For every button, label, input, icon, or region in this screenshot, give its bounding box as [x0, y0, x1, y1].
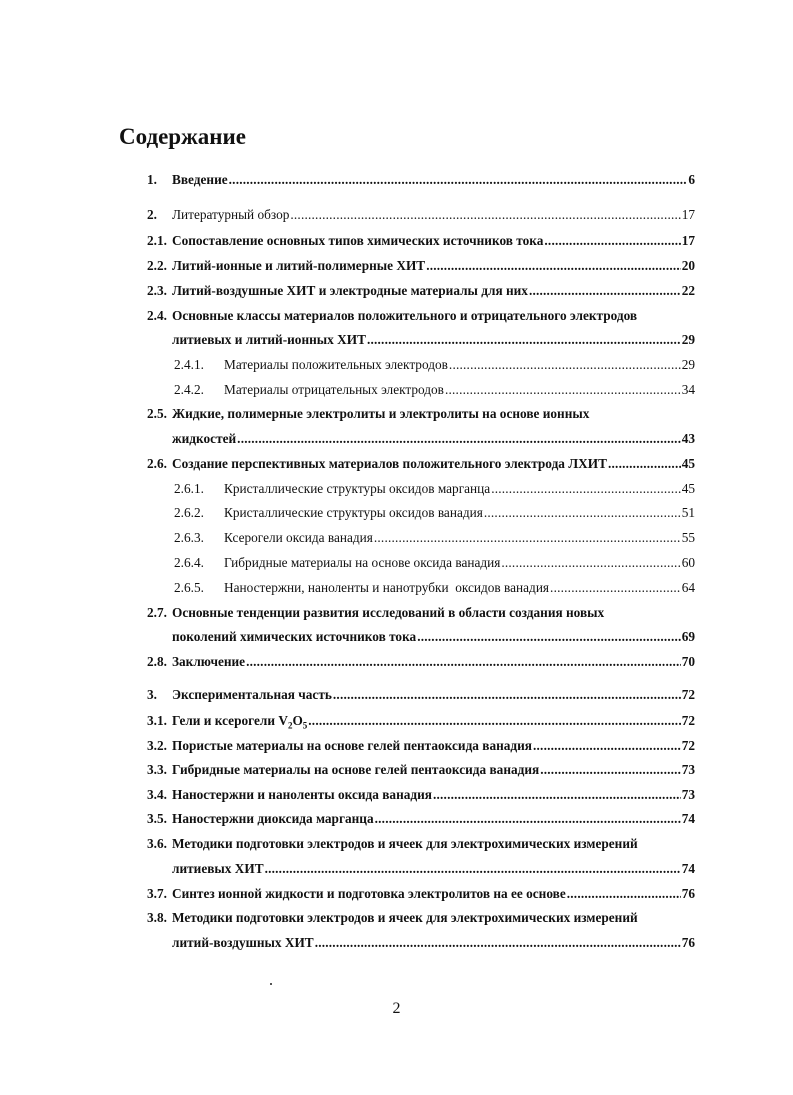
toc-entry-2-1[interactable] [147, 233, 695, 249]
toc-entry-2-6-1[interactable] [174, 481, 695, 497]
toc-title: Гели и ксерогели $V_2O_5$ [172, 713, 308, 731]
toc-number: 2.7. [147, 605, 167, 620]
toc-entry-2-7[interactable] [172, 629, 695, 645]
toc-title: Литий-воздушные ХИТ и электродные материалы для них [172, 283, 528, 298]
toc-page: 17 [681, 233, 695, 248]
toc-page: 70 [681, 654, 695, 669]
toc-entry-3-6[interactable] [172, 861, 695, 877]
toc-title-continued: жидкостей [172, 431, 237, 446]
toc-leader [290, 207, 680, 223]
toc-page: 74 [681, 811, 695, 826]
toc-page: 73 [681, 762, 695, 777]
toc-leader [501, 555, 680, 571]
toc-number: 2.4.1. [174, 357, 204, 372]
scan-speck [270, 983, 272, 985]
toc-title: Сопоставление основных типов химических источников тока [172, 233, 544, 248]
toc-leader [550, 580, 681, 596]
toc-number: 1. [147, 172, 157, 187]
toc-leader [608, 456, 681, 472]
toc-leader [417, 629, 681, 645]
toc-number: 3.8. [147, 910, 167, 925]
toc-title-continued: поколений химических источников тока [172, 629, 417, 644]
toc-leader [433, 787, 681, 803]
toc-leader [567, 886, 681, 902]
page-number: 2 [392, 1000, 401, 1017]
toc-page: 45 [681, 481, 695, 496]
toc-title: Введение [172, 172, 228, 187]
toc-page: 6 [688, 172, 695, 187]
toc-number: 2. [147, 207, 157, 222]
toc-leader [426, 258, 681, 274]
toc-title: Наностержни диоксида марганца [172, 811, 374, 826]
toc-leader [540, 762, 680, 778]
toc-entry-2-6[interactable] [147, 456, 695, 472]
toc-number: 3.7. [147, 886, 167, 901]
toc-leader [237, 431, 681, 447]
toc-entry-2-2[interactable] [147, 258, 695, 274]
toc-title-continued: литий-воздушных ХИТ [172, 935, 314, 950]
toc-entry-2-6-2[interactable] [174, 505, 695, 521]
page-title: Содержание [119, 124, 246, 149]
toc-page: 72 [681, 687, 695, 702]
toc-entry-3-4[interactable] [147, 787, 695, 803]
toc-page: 29 [681, 357, 695, 372]
toc-number: 3.6. [147, 836, 167, 851]
toc-title: Синтез ионной жидкости и подготовка электролитов на ее основе [172, 886, 566, 901]
toc-title: Наностержни, наноленты и нанотрубки оксидов ванадия [224, 580, 550, 595]
toc-entry-2-6-3[interactable] [174, 530, 695, 546]
toc-entry-3-8-line1[interactable] [147, 910, 638, 926]
toc-entry-2-4-1[interactable] [174, 357, 695, 373]
toc-title-continued: литиевых ХИТ [172, 861, 264, 876]
toc-title: Экспериментальная часть [172, 687, 332, 702]
toc-number: 2.4.2. [174, 382, 204, 397]
toc-leader [315, 935, 681, 951]
toc-page: 76 [681, 935, 695, 950]
toc-number: 2.6.2. [174, 505, 204, 520]
toc-entry-2-4[interactable] [172, 332, 695, 348]
toc-number: 2.5. [147, 406, 167, 421]
toc-leader [445, 382, 681, 398]
toc-entry-2-6-5[interactable] [174, 580, 695, 596]
toc-entry-2[interactable] [147, 207, 695, 223]
toc-number: 3.1. [147, 713, 167, 728]
toc-title: Гибридные материалы на основе оксида ванадия [224, 555, 501, 570]
toc-leader [246, 654, 681, 670]
toc-page: 60 [681, 555, 695, 570]
subscript: 2 [287, 720, 293, 731]
toc-number: 2.4. [147, 308, 167, 323]
toc-page: 72 [681, 738, 695, 753]
toc-title: Материалы отрицательных электродов [224, 382, 444, 397]
toc-entry-2-4-line1[interactable] [147, 308, 637, 324]
toc-leader [375, 811, 681, 827]
toc-number: 3.3. [147, 762, 167, 777]
toc-entry-3-8[interactable] [172, 935, 695, 951]
toc-title: Жидкие, полимерные электролиты и электролиты на основе ионных [172, 406, 590, 421]
toc-page: 43 [681, 431, 695, 446]
toc-number: 2.2. [147, 258, 167, 273]
toc-page: 45 [681, 456, 695, 471]
toc-number: 3.2. [147, 738, 167, 753]
toc-page: 69 [681, 629, 695, 644]
toc-leader [529, 283, 681, 299]
toc-title: Кристаллические структуры оксидов ванадия [224, 505, 483, 520]
toc-entry-1[interactable] [147, 172, 695, 188]
toc-page: 22 [681, 283, 695, 298]
toc-leader [491, 481, 681, 497]
toc-leader [367, 332, 681, 348]
toc-title: Материалы положительных электродов [224, 357, 448, 372]
toc-title: Гибридные материалы на основе гелей пентаоксида ванадия [172, 762, 540, 777]
toc-title: Литературный обзор [172, 207, 290, 222]
toc-number: 3.4. [147, 787, 167, 802]
toc-number: 2.8. [147, 654, 167, 669]
toc-leader [308, 713, 680, 729]
toc-leader [449, 357, 681, 373]
toc-entry-2-6-4[interactable] [174, 555, 695, 571]
toc-page: 76 [681, 886, 695, 901]
toc-entry-3[interactable] [147, 687, 695, 703]
toc-title: Пористые материалы на основе гелей пентаоксида ванадия [172, 738, 532, 753]
toc-entry-2-8[interactable] [147, 654, 695, 670]
toc-leader [333, 687, 681, 703]
toc-title: Основные классы материалов положительного и отрицательного электродов [172, 308, 638, 323]
subscript: 5 [302, 720, 308, 731]
toc-page: 29 [681, 332, 695, 347]
toc-title: Ксерогели оксида ванадия [224, 530, 373, 545]
toc-leader [533, 738, 681, 754]
toc-number: 3. [147, 687, 157, 702]
toc-leader [229, 172, 688, 188]
toc-entry-3-5[interactable] [147, 811, 695, 827]
toc-page: 64 [681, 580, 695, 595]
toc-page: 74 [681, 861, 695, 876]
toc-entry-2-4-2[interactable] [174, 382, 695, 398]
toc-leader [374, 530, 681, 546]
toc-title: Наностержни и наноленты оксида ванадия [172, 787, 432, 802]
toc-entry-3-6-line1[interactable] [147, 836, 638, 852]
toc-number: 2.6.1. [174, 481, 204, 496]
toc-page: 20 [681, 258, 695, 273]
toc-page: 73 [681, 787, 695, 802]
toc-entry-3-1[interactable] [147, 713, 695, 729]
toc-page: 34 [681, 382, 695, 397]
toc-title: Кристаллические структуры оксидов марганца [224, 481, 491, 496]
toc-page: 55 [681, 530, 695, 545]
toc-page: 51 [681, 505, 695, 520]
toc-entry-3-7[interactable] [147, 886, 695, 902]
toc-title: Заключение [172, 654, 246, 669]
toc-page: 17 [681, 207, 695, 222]
toc-entry-2-5[interactable] [172, 431, 695, 447]
toc-number: 2.6.5. [174, 580, 204, 595]
toc-title: Методики подготовки электродов и ячеек для электрохимических измерений [172, 836, 638, 851]
toc-entry-3-3[interactable] [147, 762, 695, 778]
toc-entry-3-2[interactable] [147, 738, 695, 754]
toc-title: Создание перспективных материалов положительного электрода ЛХИТ [172, 456, 607, 471]
toc-leader [544, 233, 680, 249]
toc-leader [484, 505, 681, 521]
toc-title-continued: литиевых и литий-ионных ХИТ [172, 332, 366, 347]
toc-title: Литий-ионные и литий-полимерные ХИТ [172, 258, 426, 273]
toc-number: 2.6.4. [174, 555, 204, 570]
toc-number: 3.5. [147, 811, 167, 826]
toc-leader [265, 861, 681, 877]
toc-entry-2-7-line1[interactable] [147, 605, 604, 621]
toc-number: 2.6. [147, 456, 167, 471]
toc-number: 2.1. [147, 233, 167, 248]
toc-title: Основные тенденции развития исследований в области создания новых [172, 605, 605, 620]
toc-number: 2.3. [147, 283, 167, 298]
toc-number: 2.6.3. [174, 530, 204, 545]
toc-entry-2-5-line1[interactable] [147, 406, 589, 422]
toc-page: 72 [681, 713, 695, 728]
toc-entry-2-3[interactable] [147, 283, 695, 299]
toc-title: Методики подготовки электродов и ячеек для электрохимических измерений [172, 910, 638, 925]
